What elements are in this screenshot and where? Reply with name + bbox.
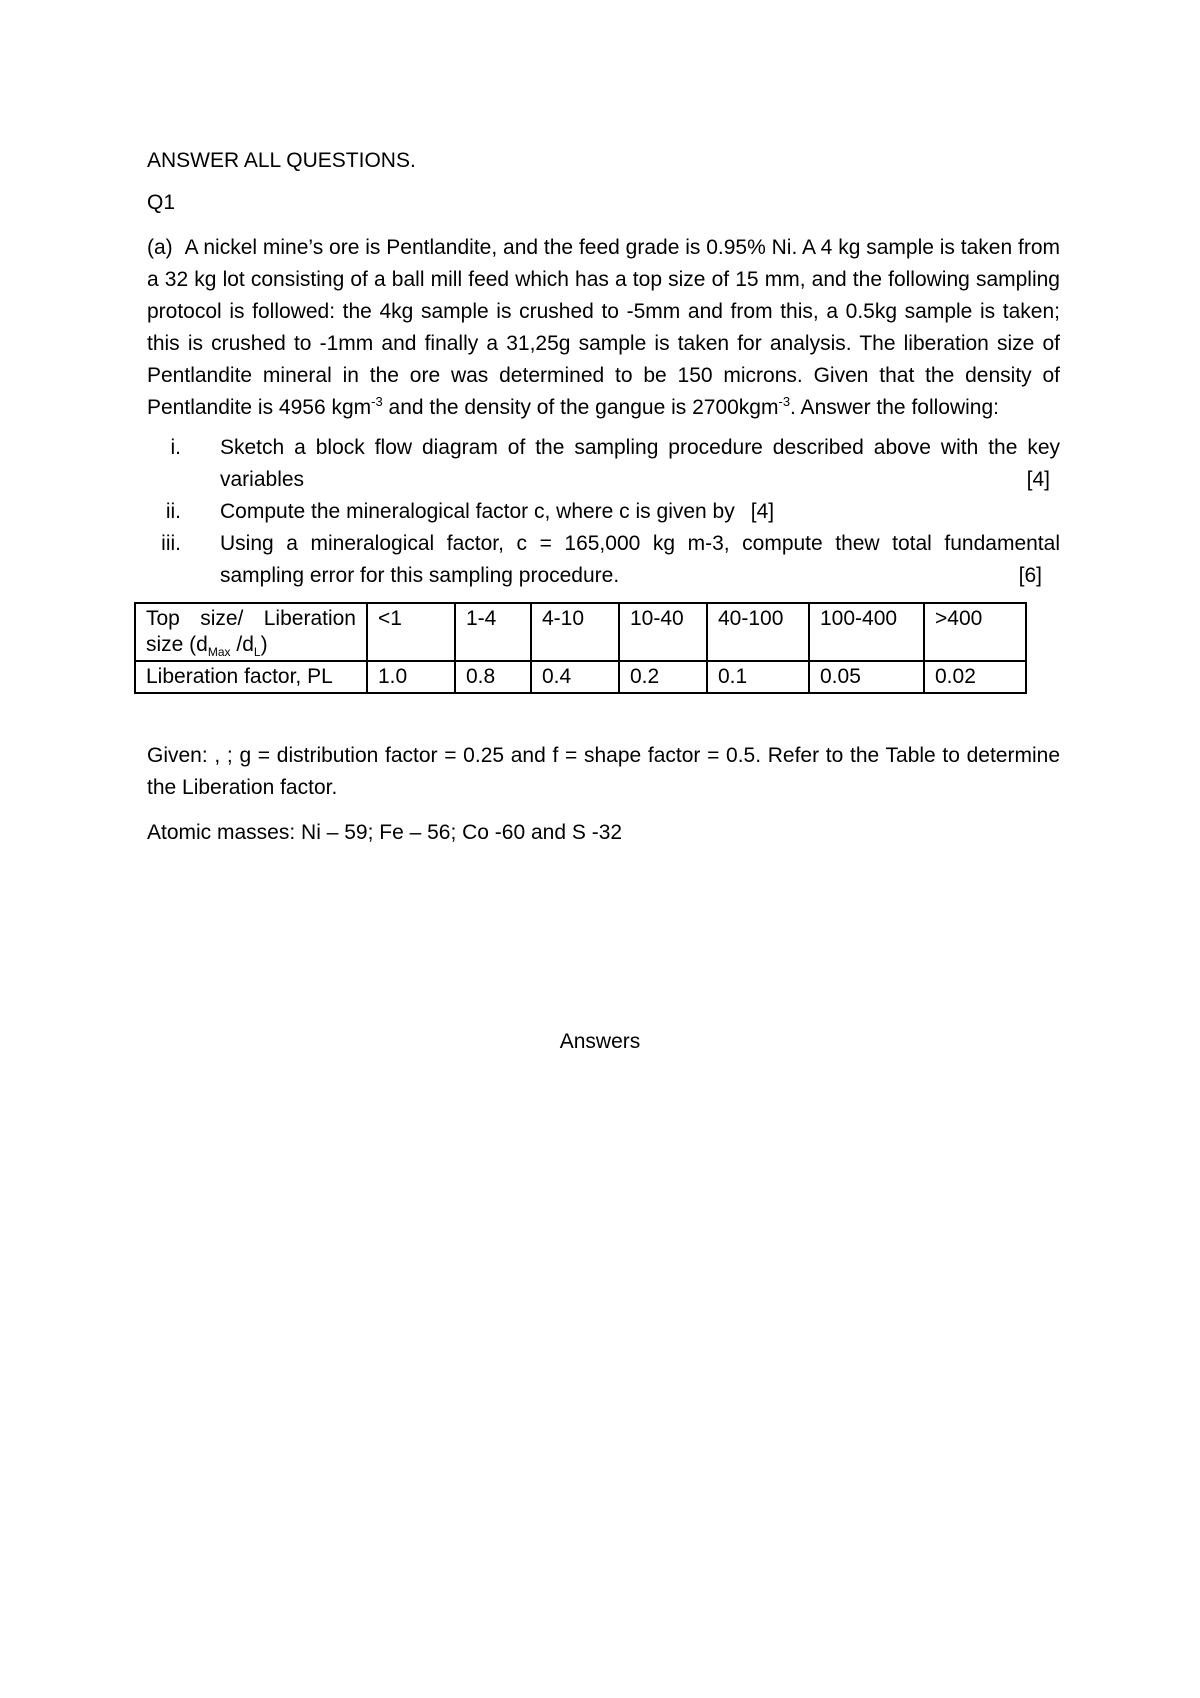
table-row [135, 603, 1026, 661]
table-cell: 0.1 [707, 661, 809, 693]
table-cell: 1.0 [367, 661, 455, 693]
subscript-max: Max [207, 645, 231, 660]
table-cell: 40-100 [707, 603, 809, 661]
item-text [220, 496, 1060, 528]
row-label-text: Top size/ Liberation size (d [146, 607, 356, 656]
table-cell: 0.2 [619, 661, 707, 693]
item-marks: [4] [1026, 468, 1050, 491]
part-a-label: (a) [147, 236, 173, 259]
question-item [147, 496, 1060, 528]
part-a-sup-2: -3 [778, 394, 791, 409]
table-row-label: Liberation factor, PL [135, 661, 367, 693]
item-text-body: Using a mineralogical factor, c = 165,000 kg m-3, compute thew total fundamental sampling error for this sampling procedure. [220, 532, 1060, 587]
item-text-body: Compute the mineralogical factor c, where c is given by [220, 500, 735, 523]
table-cell: 100-400 [809, 603, 924, 661]
liberation-factor-table [134, 602, 1027, 694]
item-text-body: Sketch a block flow diagram of the sampling procedure described above with the key variables [220, 436, 1060, 491]
item-number: iii. [161, 532, 181, 555]
item-marks: [4] [750, 500, 775, 523]
question-item [147, 528, 1060, 592]
atomic-masses: Atomic masses: Ni – 59; Fe – 56; Co -60 and S -32 [147, 821, 623, 844]
part-a-paragraph [147, 232, 1060, 424]
table-cell: 10-40 [619, 603, 707, 661]
table-cell: 0.02 [924, 661, 1026, 693]
item-number: i. [170, 436, 181, 459]
item-marks: [6] [1018, 564, 1042, 587]
table-cell: 0.4 [531, 661, 619, 693]
answers-heading: Answers [559, 1030, 641, 1053]
part-a-sup-1: -3 [371, 394, 383, 409]
table-cell: 4-10 [531, 603, 619, 661]
item-number: ii. [165, 500, 181, 523]
item-text [220, 432, 1060, 496]
table-row [135, 661, 1026, 693]
page-heading: ANSWER ALL QUESTIONS. [147, 149, 416, 172]
row-label-text: ) [260, 633, 268, 656]
part-a-text-2: and the density of the gangue is 2700kgm [382, 396, 779, 419]
part-a-text-1: A nickel mine’s ore is Pentlandite, and the feed grade is 0.95% Ni. A 4 kg sample is taken from a 32 kg lot consisting of a ball mill feed which has a top size of 15 mm, and the following sampling protocol is followed: the 4kg sample is crushed to -5mm and from this, a 0.5kg sample is taken; this is crushed to -1mm and finally a 31,25g sample is taken for analysis. The liberation size of Pentlandite mineral in the ore was determined to be 150 microns. Given that the density of Pentlandite is 4956 kgm [147, 236, 1060, 419]
table-row-label [135, 603, 367, 661]
question-items [147, 432, 1060, 592]
question-item [147, 432, 1060, 496]
document-body [147, 148, 1060, 846]
table-cell: 0.05 [809, 661, 924, 693]
table-cell: >400 [924, 603, 1026, 661]
table-cell: <1 [367, 603, 455, 661]
item-text [220, 528, 1060, 592]
question-number: Q1 [147, 191, 176, 214]
table-cell: 0.8 [455, 661, 531, 693]
part-a-text-3: . Answer the following: [790, 396, 999, 419]
row-label-text: /d [230, 633, 254, 656]
table-cell: 1-4 [455, 603, 531, 661]
given-paragraph: Given: , ; g = distribution factor = 0.25 and f = shape factor = 0.5. Refer to the Table to determine the Liberation factor. [147, 744, 1060, 799]
subscript-l: L [253, 645, 261, 660]
